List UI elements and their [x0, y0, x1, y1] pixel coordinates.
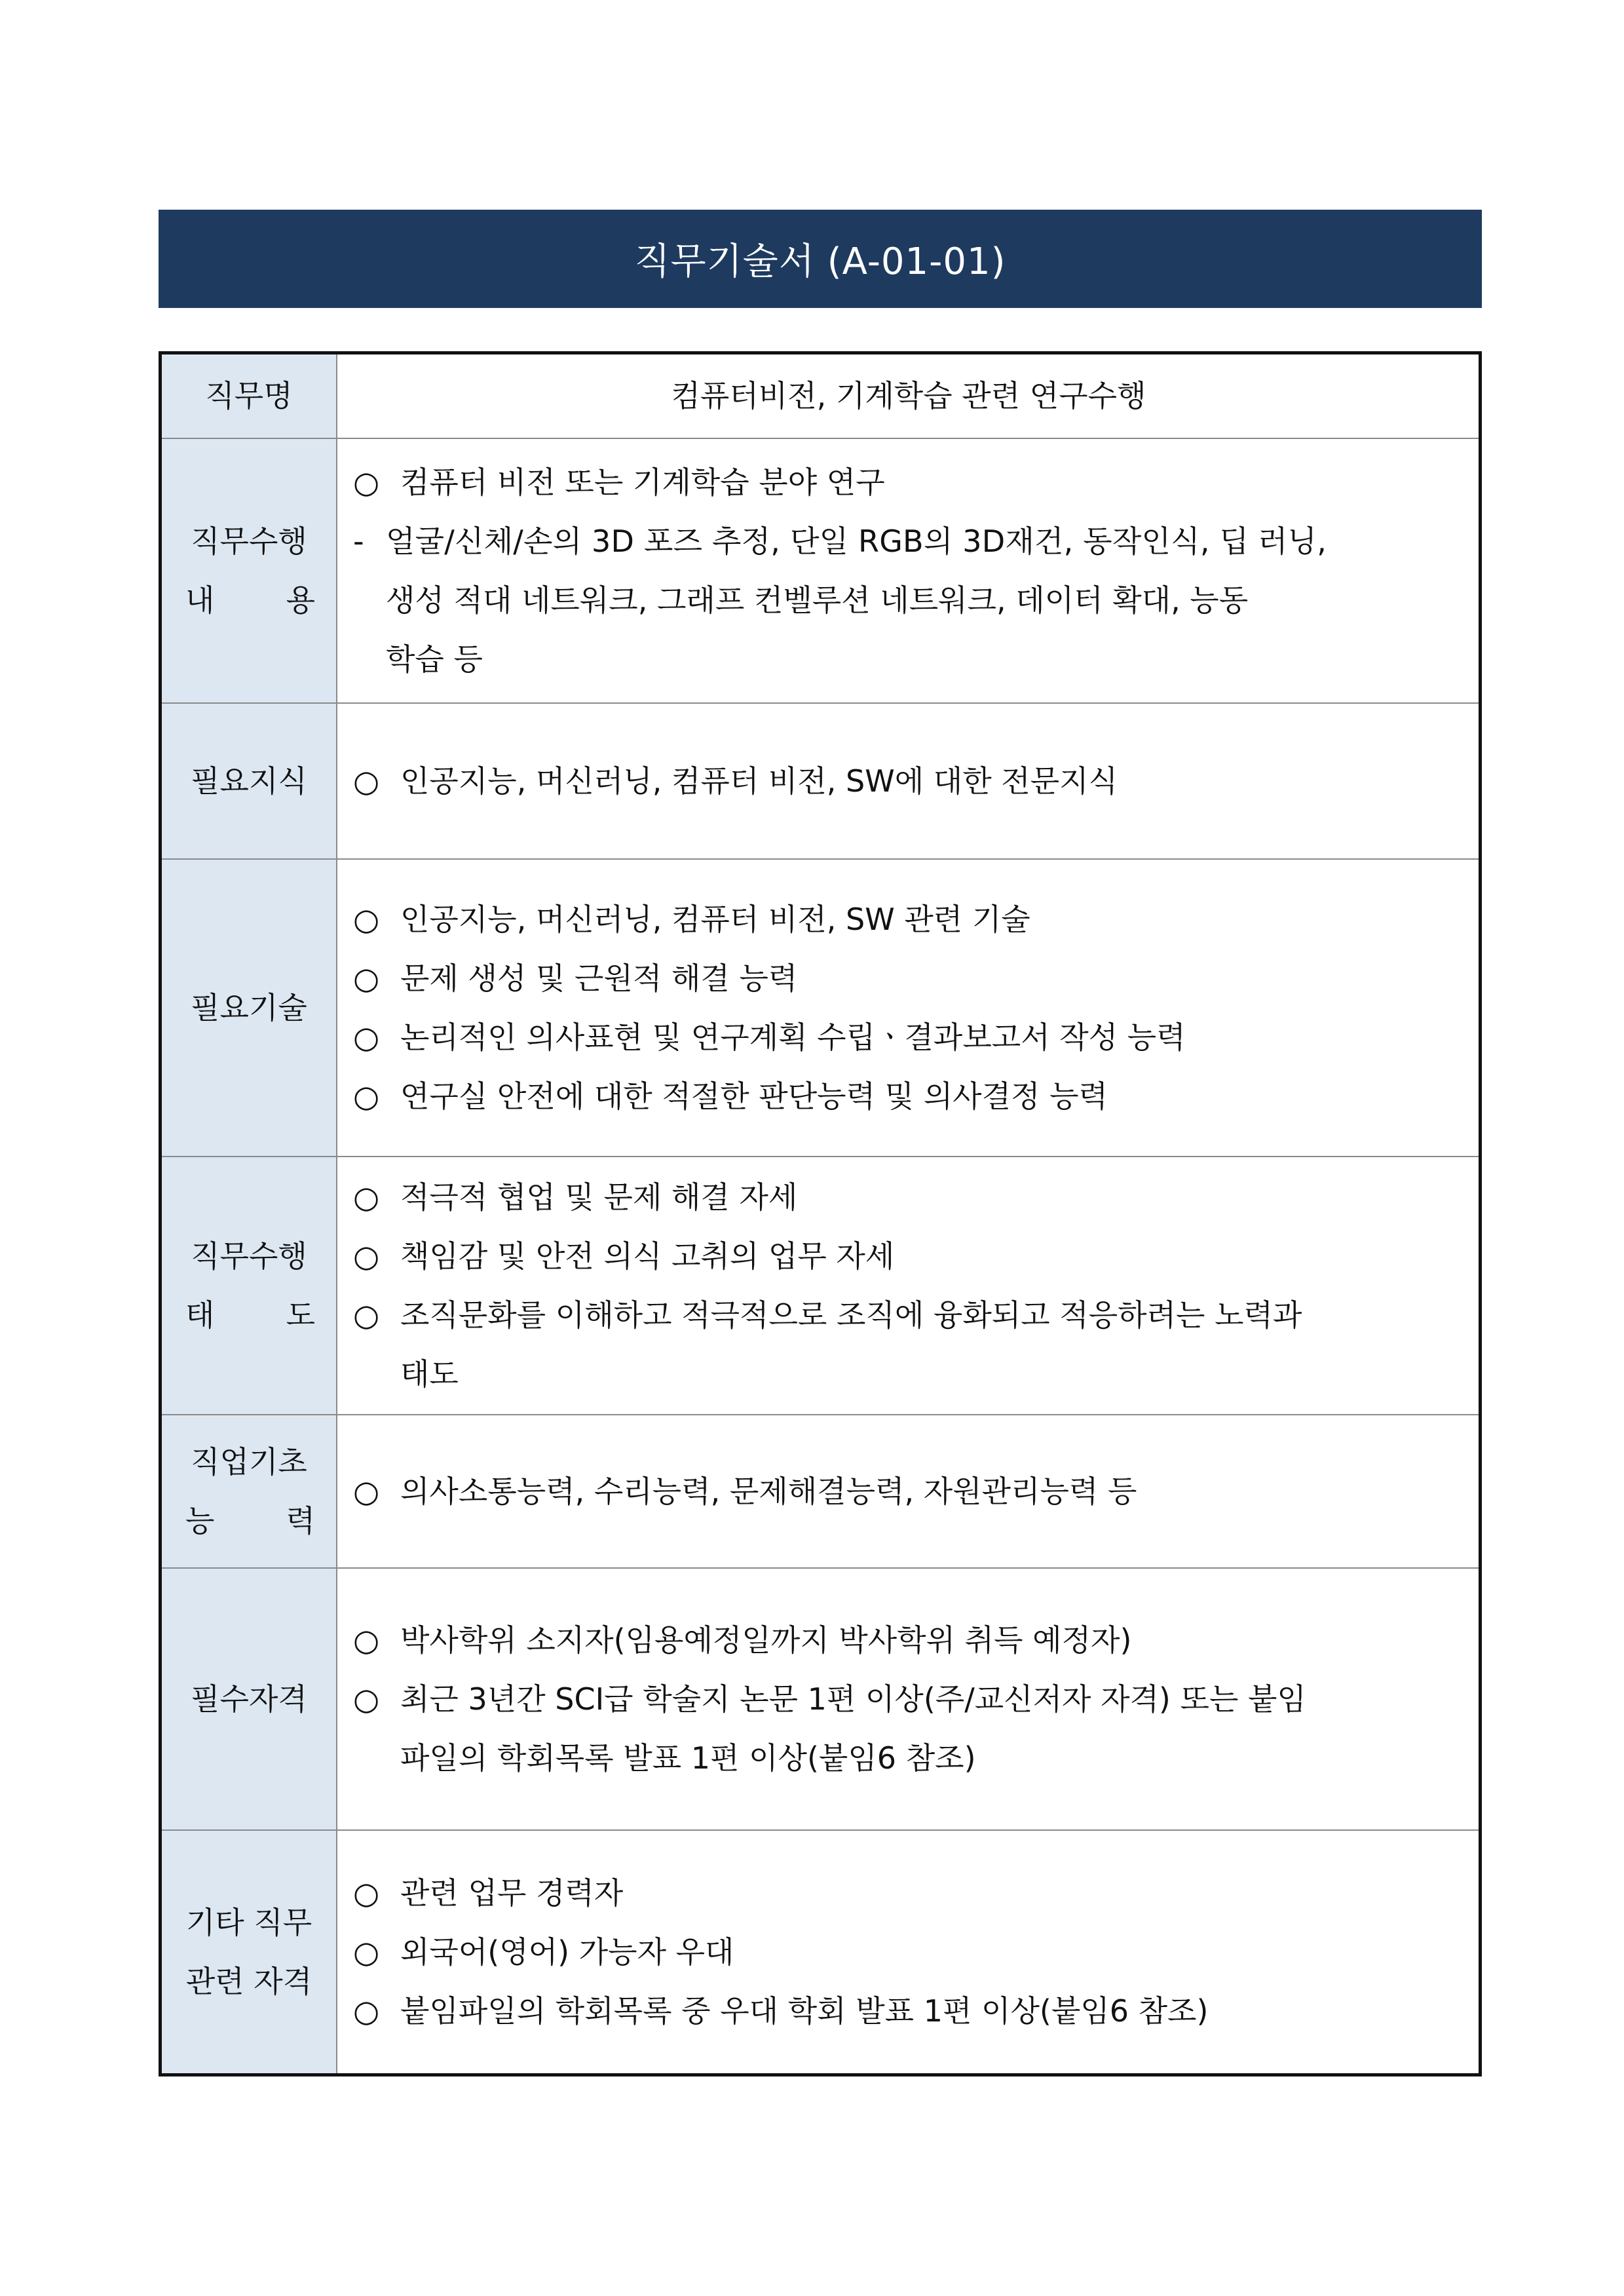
duties-content — [337, 438, 1481, 703]
list-item: ○ 책임감 및 안전 의식 고취의 업무 자세 — [353, 1227, 1464, 1286]
basic-content — [337, 1415, 1481, 1568]
circle-bullet-icon: ○ — [353, 1993, 380, 2029]
label-job-name: 직무명 — [161, 353, 337, 438]
list-item: ○ 인공지능, 머신러닝, 컴퓨터 비전, SW 관련 기술 — [353, 890, 1464, 949]
circle-bullet-icon: ○ — [353, 464, 380, 500]
label-attitude: 직무수행 태 도 — [161, 1157, 337, 1415]
circle-bullet-icon: ○ — [353, 1875, 380, 1911]
circle-bullet-icon: ○ — [353, 1078, 380, 1114]
label-knowledge: 필요지식 — [161, 703, 337, 859]
row-job-name — [161, 353, 1481, 438]
circle-bullet-icon: ○ — [353, 1179, 380, 1215]
row-duties — [161, 438, 1481, 703]
circle-bullet-icon: ○ — [353, 763, 380, 799]
circle-bullet-icon: ○ — [353, 1473, 380, 1509]
job-name-value: 컴퓨터비전, 기계학습 관련 연구수행 — [337, 353, 1481, 438]
row-skills — [161, 859, 1481, 1157]
label-basic: 직업기초 능 력 — [161, 1415, 337, 1568]
list-item-continuation: 학습 등 — [386, 641, 483, 677]
circle-bullet-icon: ○ — [353, 1019, 380, 1055]
circle-bullet-icon: ○ — [353, 1238, 380, 1274]
attitude-content — [337, 1157, 1481, 1415]
row-knowledge — [161, 703, 1481, 859]
circle-bullet-icon: ○ — [353, 960, 380, 996]
list-item-continuation: 파일의 학회목록 발표 1편 이상(붙임6 참조) — [400, 1740, 976, 1776]
required-content — [337, 1568, 1481, 1830]
label-duties: 직무수행 내 용 — [161, 438, 337, 703]
skills-content — [337, 859, 1481, 1157]
list-item: ○ 최근 3년간 SCI급 학술지 논문 1편 이상(주/교신저자 자격) 또는 붙임 — [353, 1670, 1464, 1729]
list-item-continuation: 생성 적대 네트워크, 그래프 컨벨루션 네트워크, 데이터 확대, 능동 — [386, 582, 1249, 618]
knowledge-content — [337, 703, 1481, 859]
list-item: ○ 의사소통능력, 수리능력, 문제해결능력, 자원관리능력 등 — [353, 1462, 1464, 1521]
list-item: ○ 적극적 협업 및 문제 해결 자세 — [353, 1168, 1464, 1227]
list-item: ○ 연구실 안전에 대한 적절한 판단능력 및 의사결정 능력 — [353, 1067, 1464, 1126]
row-attitude — [161, 1157, 1481, 1415]
row-other — [161, 1830, 1481, 2075]
job-description-table — [159, 351, 1482, 2076]
circle-bullet-icon: ○ — [353, 1934, 380, 1970]
label-skills: 필요기술 — [161, 859, 337, 1157]
list-item: ○ 논리적인 의사표현 및 연구계획 수립ㆍ결과보고서 작성 능력 — [353, 1008, 1464, 1067]
label-required: 필수자격 — [161, 1568, 337, 1830]
circle-bullet-icon: ○ — [353, 901, 380, 937]
list-item: ○ 외국어(영어) 가능자 우대 — [353, 1923, 1464, 1981]
list-item: ○ 박사학위 소지자(임용예정일까지 박사학위 취득 예정자) — [353, 1611, 1464, 1670]
row-required — [161, 1568, 1481, 1830]
circle-bullet-icon: ○ — [353, 1622, 380, 1658]
list-item: - 얼굴/신체/손의 3D 포즈 추정, 단일 RGB의 3D재건, 동작인식, 딥 러닝, — [353, 512, 1464, 571]
list-item: ○ 붙임파일의 학회목록 중 우대 학회 발표 1편 이상(붙임6 참조) — [353, 1981, 1464, 2040]
label-other: 기타 직무 관련 자격 — [161, 1830, 337, 2075]
list-item: ○ 관련 업무 경력자 — [353, 1864, 1464, 1923]
list-item: ○ 조직문화를 이해하고 적극적으로 조직에 융화되고 적응하려는 노력과 — [353, 1286, 1464, 1345]
circle-bullet-icon: ○ — [353, 1297, 380, 1333]
list-item: ○ 컴퓨터 비전 또는 기계학습 분야 연구 — [353, 453, 1464, 512]
document-title: 직무기술서 (A-01-01) — [159, 210, 1482, 308]
list-item-continuation: 태도 — [400, 1356, 459, 1392]
row-basic — [161, 1415, 1481, 1568]
list-item: ○ 문제 생성 및 근원적 해결 능력 — [353, 949, 1464, 1008]
other-content — [337, 1830, 1481, 2075]
dash-bullet-icon: - — [353, 523, 364, 559]
list-item: ○ 인공지능, 머신러닝, 컴퓨터 비전, SW에 대한 전문지식 — [353, 752, 1464, 811]
circle-bullet-icon: ○ — [353, 1681, 380, 1717]
